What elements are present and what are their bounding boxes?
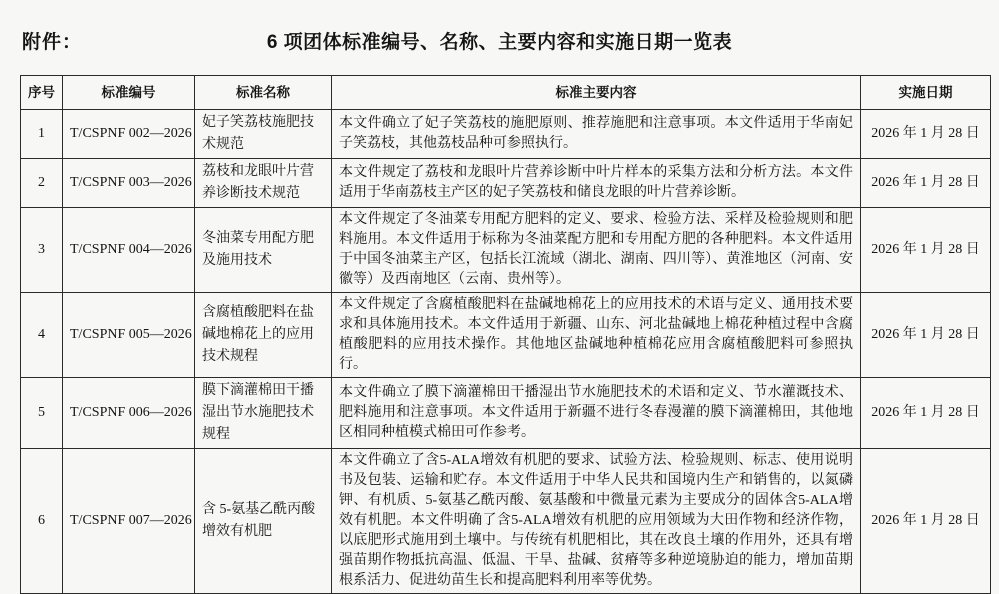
standard-content-cell: 本文件确立了含5-ALA增效有机肥的要求、试验方法、检验规则、标志、使用说明书及包装、运输和贮存。本文件适用于中华人民共和国境内生产和销售的，以氮磷钾、有机质、5-氨基乙酰丙酸、氨基酸和中微量元素为主要成分的固体含5-ALA增效有机肥。本文件明确了含5-ALA增效有机肥的应用领域为大田作物和经济作物，以底肥形式施用到土壤中。与传统有机肥相比，其在改良土壤的作用外，还具有增强苗期作物抵抗高温、低温、干旱、盐碱、贫瘠等多种逆境胁迫的能力，增加苗期根系活力、促进幼苗生长和提高肥料利用率等优势。 — [332, 449, 861, 594]
row-number-cell: 1 — [21, 110, 63, 159]
implementation-date-cell: 2026 年 1 月 28 日 — [861, 110, 991, 159]
standard-code-cell: T/CSPNF 007—2026 — [63, 449, 195, 594]
row-number-cell: 4 — [21, 293, 63, 378]
implementation-date-cell: 2026 年 1 月 28 日 — [861, 378, 991, 449]
standard-name-cell: 膜下滴灌棉田干播湿出节水施肥技术规程 — [195, 378, 332, 449]
header-standard-code: 标准编号 — [63, 76, 195, 110]
standard-content-cell: 本文件规定了荔枝和龙眼叶片营养诊断中叶片样本的采集方法和分析方法。本文件适用于华南荔枝主产区的妃子笑荔枝和储良龙眼的叶片营养诊断。 — [332, 159, 861, 208]
standard-name-cell: 冬油菜专用配方肥及施用技术 — [195, 208, 332, 293]
table-row — [21, 208, 991, 293]
implementation-date-cell: 2026 年 1 月 28 日 — [861, 449, 991, 594]
header-implementation-date: 实施日期 — [861, 76, 991, 110]
table-row — [21, 110, 991, 159]
document-header — [0, 24, 999, 64]
implementation-date-cell: 2026 年 1 月 28 日 — [861, 293, 991, 378]
header-standard-name: 标准名称 — [195, 76, 332, 110]
table-row — [21, 449, 991, 594]
row-number-cell: 3 — [21, 208, 63, 293]
standard-name-cell: 含 5-氨基乙酰丙酸增效有机肥 — [195, 449, 332, 594]
standard-name-cell: 妃子笑荔枝施肥技术规范 — [195, 110, 332, 159]
attachment-label: 附件： — [22, 32, 83, 53]
row-number-cell: 5 — [21, 378, 63, 449]
row-number-cell: 2 — [21, 159, 63, 208]
table-row — [21, 378, 991, 449]
page-title: 6 项团体标准编号、名称、主要内容和实施日期一览表 — [266, 32, 733, 53]
header-standard-content: 标准主要内容 — [332, 76, 861, 110]
table-header-row — [21, 76, 991, 110]
standard-content-cell: 本文件确立了妃子笑荔枝的施肥原则、推荐施肥和注意事项。本文件适用于华南妃子笑荔枝，其他荔枝品种可参照执行。 — [332, 110, 861, 159]
standard-name-cell: 含腐植酸肥料在盐碱地棉花上的应用技术规程 — [195, 293, 332, 378]
implementation-date-cell: 2026 年 1 月 28 日 — [861, 208, 991, 293]
standard-code-cell: T/CSPNF 004—2026 — [63, 208, 195, 293]
table-row — [21, 293, 991, 378]
standard-content-cell: 本文件确立了膜下滴灌棉田干播湿出节水施肥技术的术语和定义、节水灌溉技术、肥料施用和注意事项。本文件适用于新疆不进行冬春漫灌的膜下滴灌棉田，其他地区相同种植模式棉田可作参考。 — [332, 378, 861, 449]
implementation-date-cell: 2026 年 1 月 28 日 — [861, 159, 991, 208]
standard-name-cell: 荔枝和龙眼叶片营养诊断技术规范 — [195, 159, 332, 208]
header-row-number: 序号 — [21, 76, 63, 110]
standard-code-cell: T/CSPNF 003—2026 — [63, 159, 195, 208]
standard-code-cell: T/CSPNF 002—2026 — [63, 110, 195, 159]
table-row — [21, 159, 991, 208]
standard-content-cell: 本文件规定了冬油菜专用配方肥料的定义、要求、检验方法、采样及检验规则和肥料施用。本文件适用于标称为冬油菜配方肥和专用配方肥的各种肥料。本文件适用于中国冬油菜主产区，包括长江流域（湖北、湖南、四川等）、黄淮地区（河南、安徽等）及西南地区（云南、贵州等）。 — [332, 208, 861, 293]
row-number-cell: 6 — [21, 449, 63, 594]
standard-content-cell: 本文件规定了含腐植酸肥料在盐碱地棉花上的应用技术的术语与定义、通用技术要求和具体施用技术。本文件适用于新疆、山东、河北盐碱地上棉花种植过程中含腐植酸肥料的应用技术操作。其他地区盐碱地种植棉花应用含腐植酸肥料可参照执行。 — [332, 293, 861, 378]
standard-code-cell: T/CSPNF 005—2026 — [63, 293, 195, 378]
standard-code-cell: T/CSPNF 006—2026 — [63, 378, 195, 449]
standards-table — [20, 75, 991, 594]
